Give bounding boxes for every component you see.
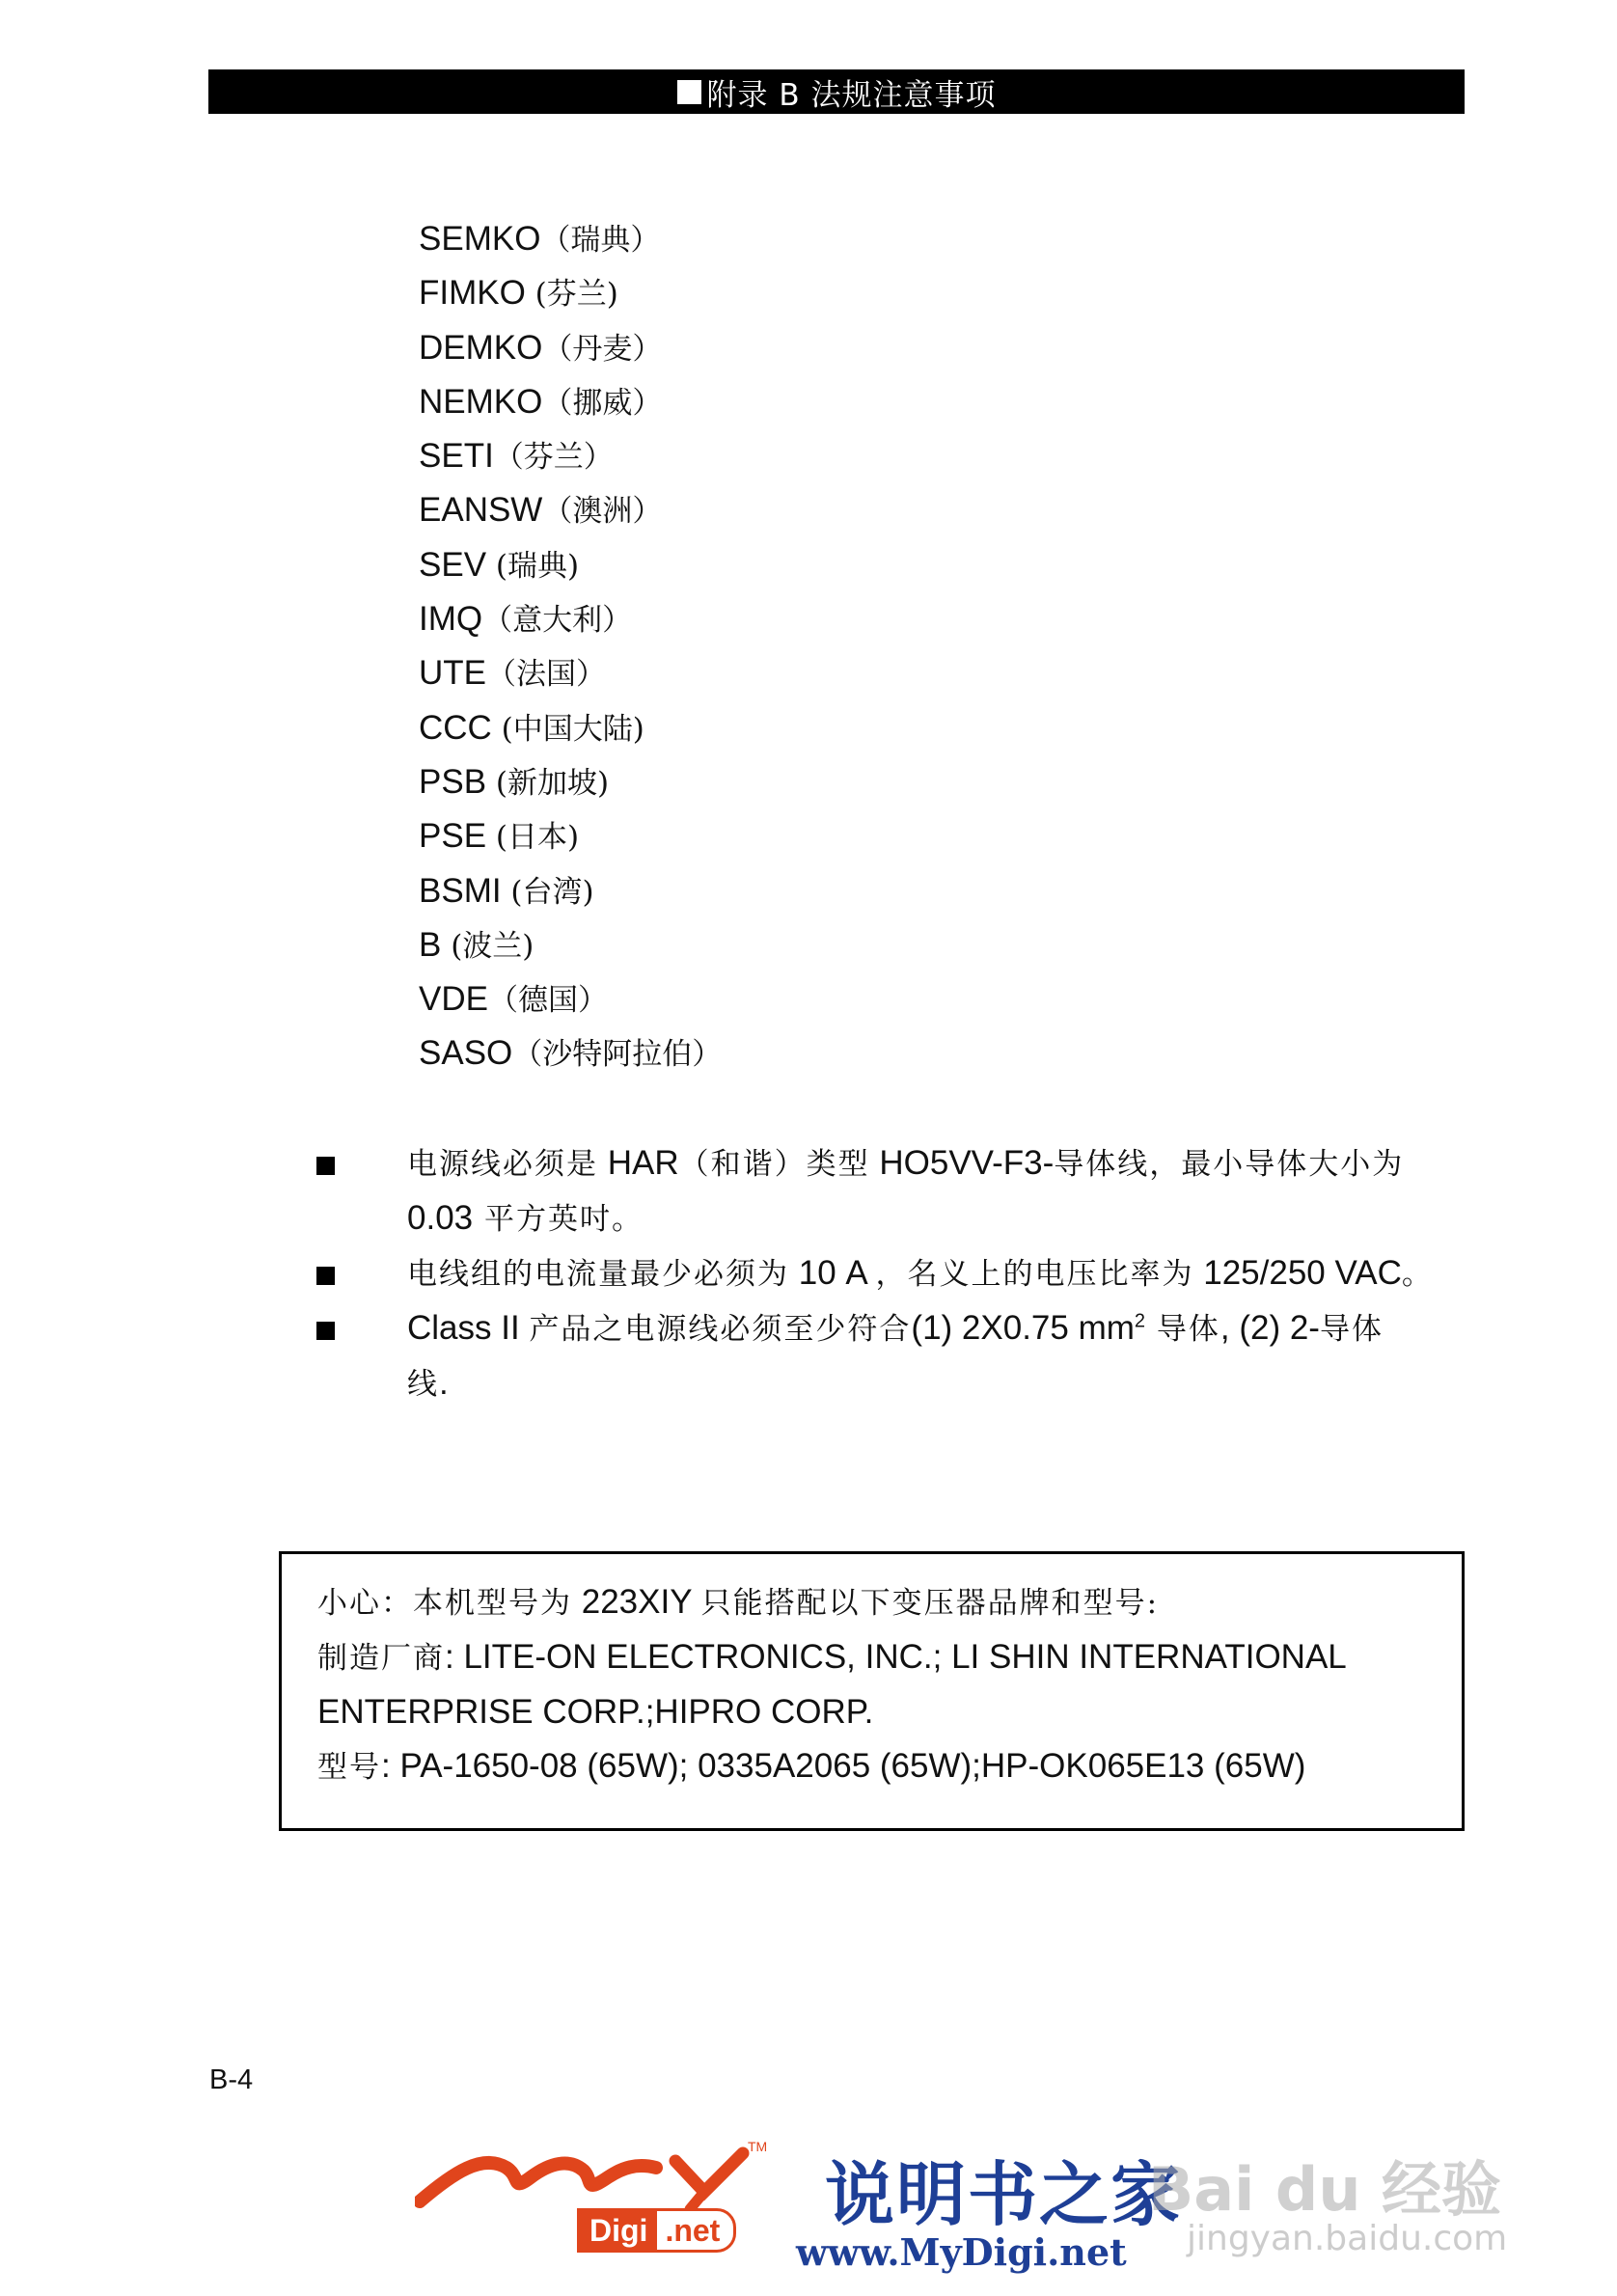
cert-country: (新加坡) — [486, 765, 610, 801]
text: 电源线必须是 — [407, 1147, 598, 1182]
list-item — [419, 266, 722, 320]
trademark: TM — [748, 2139, 768, 2154]
list-item — [419, 212, 722, 266]
manufacturer-line — [317, 1630, 1462, 1685]
list-item — [419, 864, 722, 918]
text: : LITE-ON ELECTRONICS, INC.; LI SHIN INTERNATIONAL — [445, 1638, 1347, 1676]
cert-code: IMQ — [419, 600, 483, 639]
list-item — [419, 321, 722, 375]
cert-code: UTE — [419, 654, 486, 693]
footer-logo — [415, 2134, 1515, 2296]
text: 导体 — [1145, 1312, 1220, 1347]
cert-code: PSE — [419, 817, 487, 856]
cert-code: SETI — [419, 437, 494, 476]
list-item — [419, 1026, 722, 1080]
cert-code: CCC — [419, 708, 492, 747]
text: 型号 — [317, 1750, 381, 1785]
page-number: B-4 — [209, 2064, 254, 2095]
cert-country: (日本) — [486, 820, 580, 856]
square-bullet-icon — [677, 80, 701, 104]
text: 导体 — [1319, 1312, 1384, 1347]
list-item — [419, 918, 722, 972]
list-item — [419, 375, 722, 429]
text: 制造厂商 — [317, 1641, 445, 1676]
certification-list — [419, 212, 722, 1081]
baidu-watermark: Bai du 经验 — [1148, 2154, 1502, 2225]
text: Class II — [407, 1309, 530, 1347]
cert-country: （德国） — [487, 983, 608, 1019]
model-line — [317, 1739, 1462, 1794]
requirement-item-har — [311, 1136, 1478, 1246]
cert-code: PSB — [419, 762, 487, 801]
cert-code: NEMKO — [419, 382, 543, 421]
text: 125/250 VAC — [1193, 1254, 1402, 1292]
text: 只能搭配以下变压器品牌和型号: — [700, 1586, 1160, 1621]
caution-box — [279, 1551, 1465, 1831]
brand-url: www.MyDigi.net — [796, 2230, 1127, 2274]
text: （和谐）类型 — [678, 1147, 870, 1182]
list-item — [419, 972, 722, 1026]
cert-country: （意大利） — [482, 603, 633, 639]
my-logo-icon — [415, 2134, 820, 2211]
list-item — [419, 701, 722, 755]
cert-code: B — [419, 925, 442, 964]
cert-country: （澳洲） — [542, 494, 663, 530]
cert-country: (瑞典) — [486, 548, 580, 584]
text: HO5VV-F3- — [869, 1144, 1055, 1182]
text: 0.03 — [407, 1199, 474, 1237]
text: : PA-1650-08 (65W); 0335A2065 (65W);HP-OK065E13 (65W) — [381, 1747, 1306, 1785]
list-item — [419, 809, 722, 863]
cert-code: DEMKO — [419, 328, 543, 367]
cert-code: FIMKO — [419, 274, 526, 313]
cert-country: (芬兰) — [525, 277, 618, 313]
power-cord-requirements — [311, 1136, 1478, 1411]
cert-country: (台湾) — [501, 874, 594, 910]
cert-code: EANSW — [419, 491, 543, 530]
list-item — [419, 755, 722, 809]
cert-country: （芬兰） — [493, 440, 614, 476]
manufacturer-line-cont: ENTERPRISE CORP.;HIPRO CORP. — [317, 1693, 874, 1731]
net-label: .net — [665, 2213, 721, 2248]
text: , (2) 2- — [1220, 1309, 1320, 1347]
square-bullet-icon — [316, 1322, 335, 1340]
list-item — [419, 483, 722, 537]
text: 平方英吋。 — [473, 1202, 644, 1237]
page-header-title: 附录 B 法规注意事项 — [706, 77, 997, 113]
model-number: 223XIY — [572, 1583, 701, 1621]
cert-country: （瑞典） — [540, 223, 661, 258]
text: 产品之电源线必须至少符合 — [529, 1312, 912, 1347]
cert-country: （挪威） — [542, 385, 663, 421]
superscript: 2 — [1134, 1310, 1146, 1332]
cert-code: SEMKO — [419, 220, 541, 258]
caution-label: 小心：本机型号为 — [317, 1586, 572, 1621]
text: 10 A — [789, 1254, 876, 1292]
cert-code: BSMI — [419, 871, 502, 910]
brand-name: 说明书之家 — [825, 2154, 1183, 2235]
text: ，名义上的电压比率为 — [875, 1257, 1194, 1292]
requirement-item-class2 — [311, 1301, 1478, 1411]
text: 导体线，最小导体大小为 — [1054, 1147, 1405, 1182]
cert-country: （法国） — [486, 657, 606, 693]
list-item — [419, 592, 722, 646]
digi-label: Digi — [580, 2211, 657, 2250]
cert-code: SEV — [419, 545, 487, 584]
list-item — [419, 646, 722, 700]
requirement-item-current — [311, 1246, 1478, 1301]
text: . — [439, 1364, 449, 1402]
list-item — [419, 429, 722, 483]
cert-code: VDE — [419, 980, 488, 1019]
cert-code: SASO — [419, 1034, 513, 1073]
square-bullet-icon — [316, 1157, 335, 1175]
list-item — [419, 538, 722, 592]
text: 。 — [1401, 1257, 1434, 1292]
text: 电线组的电流量最少必须为 — [407, 1257, 789, 1292]
cert-country: （丹麦） — [542, 331, 663, 367]
cert-country: （沙特阿拉伯） — [512, 1037, 723, 1073]
text: (1) 2X0.75 mm — [911, 1309, 1135, 1347]
cert-country: (中国大陆) — [491, 711, 644, 747]
page-header — [208, 69, 1465, 114]
cert-country: (波兰) — [441, 928, 534, 964]
baidu-watermark-url: jingyan.baidu.com — [1187, 2219, 1508, 2258]
square-bullet-icon — [316, 1267, 335, 1285]
digi-net-badge — [577, 2208, 736, 2253]
text: 线 — [407, 1367, 439, 1402]
caution-line — [317, 1575, 1462, 1630]
text: HAR — [598, 1144, 679, 1182]
